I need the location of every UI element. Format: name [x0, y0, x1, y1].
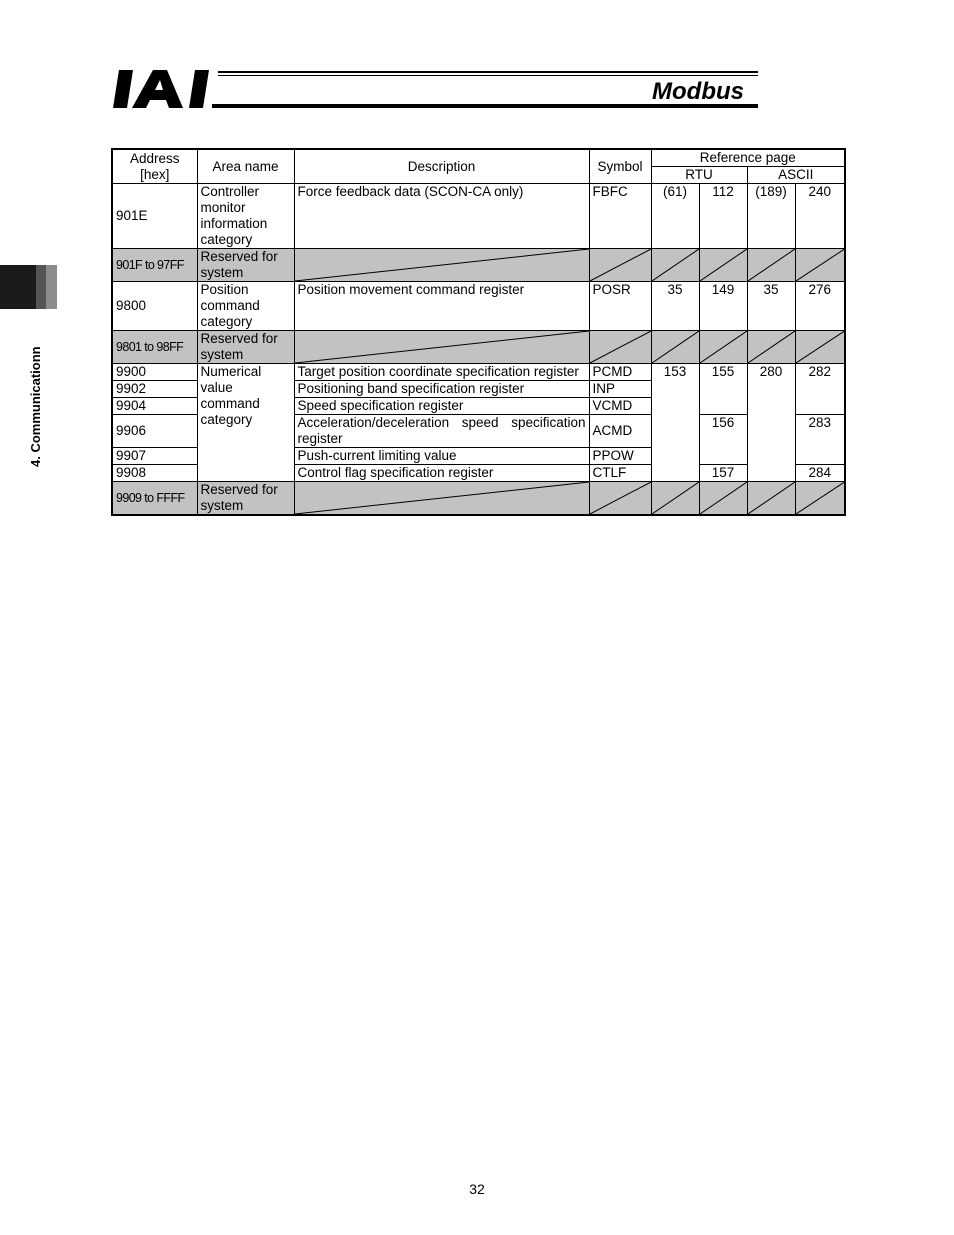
reserved-cross-cell [795, 482, 845, 516]
header-symbol: Symbol [589, 149, 651, 184]
description-cell: Positioning band specification register [294, 381, 589, 398]
address-cell: 9906 [112, 415, 197, 448]
table-row [112, 282, 845, 331]
chapter-label: 4. Communicationn [28, 346, 43, 467]
reserved-row [112, 331, 845, 364]
description-cell: Position movement command register [294, 282, 589, 331]
symbol-cell: FBFC [589, 184, 651, 249]
ref-rtu-2: 149 [699, 282, 747, 331]
description-cell: Control flag specification register [294, 465, 589, 482]
ref-rtu-1: 35 [651, 282, 699, 331]
reserved-cross-cell [589, 331, 651, 364]
address-cell: 9908 [112, 465, 197, 482]
table-row [112, 364, 845, 381]
symbol-cell: VCMD [589, 398, 651, 415]
ref-ascii-2: 276 [795, 282, 845, 331]
area-cell: Reserved for system [197, 331, 294, 364]
ref-rtu-2: 155 [699, 364, 747, 415]
page-number: 32 [469, 1181, 485, 1197]
reserved-cross-cell [699, 482, 747, 516]
reserved-cross-cell [651, 482, 699, 516]
ref-ascii-2: 240 [795, 184, 845, 249]
ref-rtu-1: 153 [651, 364, 699, 482]
address-cell: 901F to 97FF [112, 249, 197, 282]
area-cell: Reserved for system [197, 482, 294, 516]
address-cell: 901E [112, 184, 197, 249]
symbol-cell: PCMD [589, 364, 651, 381]
reserved-cross-cell [294, 249, 589, 282]
iai-logo [113, 68, 213, 110]
ref-ascii-1: 35 [747, 282, 795, 331]
ref-ascii-2: 284 [795, 465, 845, 482]
chapter-tab-light [46, 265, 57, 309]
symbol-cell: CTLF [589, 465, 651, 482]
address-cell: 9801 to 98FF [112, 331, 197, 364]
reserved-cross-cell [651, 331, 699, 364]
ref-ascii-1: (189) [747, 184, 795, 249]
header-address: Address [hex] [112, 149, 197, 184]
table-header-row [112, 149, 845, 167]
reserved-cross-cell [294, 482, 589, 516]
reserved-row [112, 249, 845, 282]
reserved-cross-cell [747, 331, 795, 364]
symbol-cell: PPOW [589, 448, 651, 465]
ref-rtu-2: 157 [699, 465, 747, 482]
header-rtu: RTU [651, 167, 747, 184]
reserved-cross-cell [747, 482, 795, 516]
reserved-cross-cell [747, 249, 795, 282]
address-cell: 9902 [112, 381, 197, 398]
area-cell: Controller monitor information category [197, 184, 294, 249]
header-rule-top-2 [218, 75, 758, 76]
area-cell: Numerical value command category [197, 364, 294, 482]
header-area: Area name [197, 149, 294, 184]
header-description: Description [294, 149, 589, 184]
ref-ascii-2: 283 [795, 415, 845, 465]
description-cell: Acceleration/deceleration speed specification register [294, 415, 589, 448]
reserved-cross-cell [699, 331, 747, 364]
header-reference: Reference page [651, 149, 845, 167]
ref-rtu-1: (61) [651, 184, 699, 249]
description-cell: Push-current limiting value [294, 448, 589, 465]
register-table [111, 148, 846, 516]
reserved-row [112, 482, 845, 516]
address-cell: 9900 [112, 364, 197, 381]
area-cell: Position command category [197, 282, 294, 331]
reserved-cross-cell [589, 249, 651, 282]
reserved-cross-cell [795, 249, 845, 282]
reserved-cross-cell [294, 331, 589, 364]
table-row [112, 184, 845, 249]
description-cell: Speed specification register [294, 398, 589, 415]
area-cell: Reserved for system [197, 249, 294, 282]
reserved-cross-cell [651, 249, 699, 282]
ref-ascii-1: 280 [747, 364, 795, 482]
symbol-cell: INP [589, 381, 651, 398]
symbol-cell: ACMD [589, 415, 651, 448]
address-cell: 9907 [112, 448, 197, 465]
reserved-cross-cell [795, 331, 845, 364]
description-cell: Target position coordinate specification register [294, 364, 589, 381]
address-cell: 9904 [112, 398, 197, 415]
chapter-tab-dark [0, 265, 36, 309]
header-title: Modbus [652, 78, 744, 105]
description-cell: Force feedback data (SCON-CA only) [294, 184, 589, 249]
header-ascii: ASCII [747, 167, 845, 184]
address-cell: 9909 to FFFF [112, 482, 197, 516]
header-rule-top [218, 71, 758, 73]
ref-rtu-2: 156 [699, 415, 747, 465]
reserved-cross-cell [589, 482, 651, 516]
reserved-cross-cell [699, 249, 747, 282]
chapter-tab-mid [36, 265, 46, 309]
address-cell: 9800 [112, 282, 197, 331]
symbol-cell: POSR [589, 282, 651, 331]
ref-rtu-2: 112 [699, 184, 747, 249]
ref-ascii-2: 282 [795, 364, 845, 415]
